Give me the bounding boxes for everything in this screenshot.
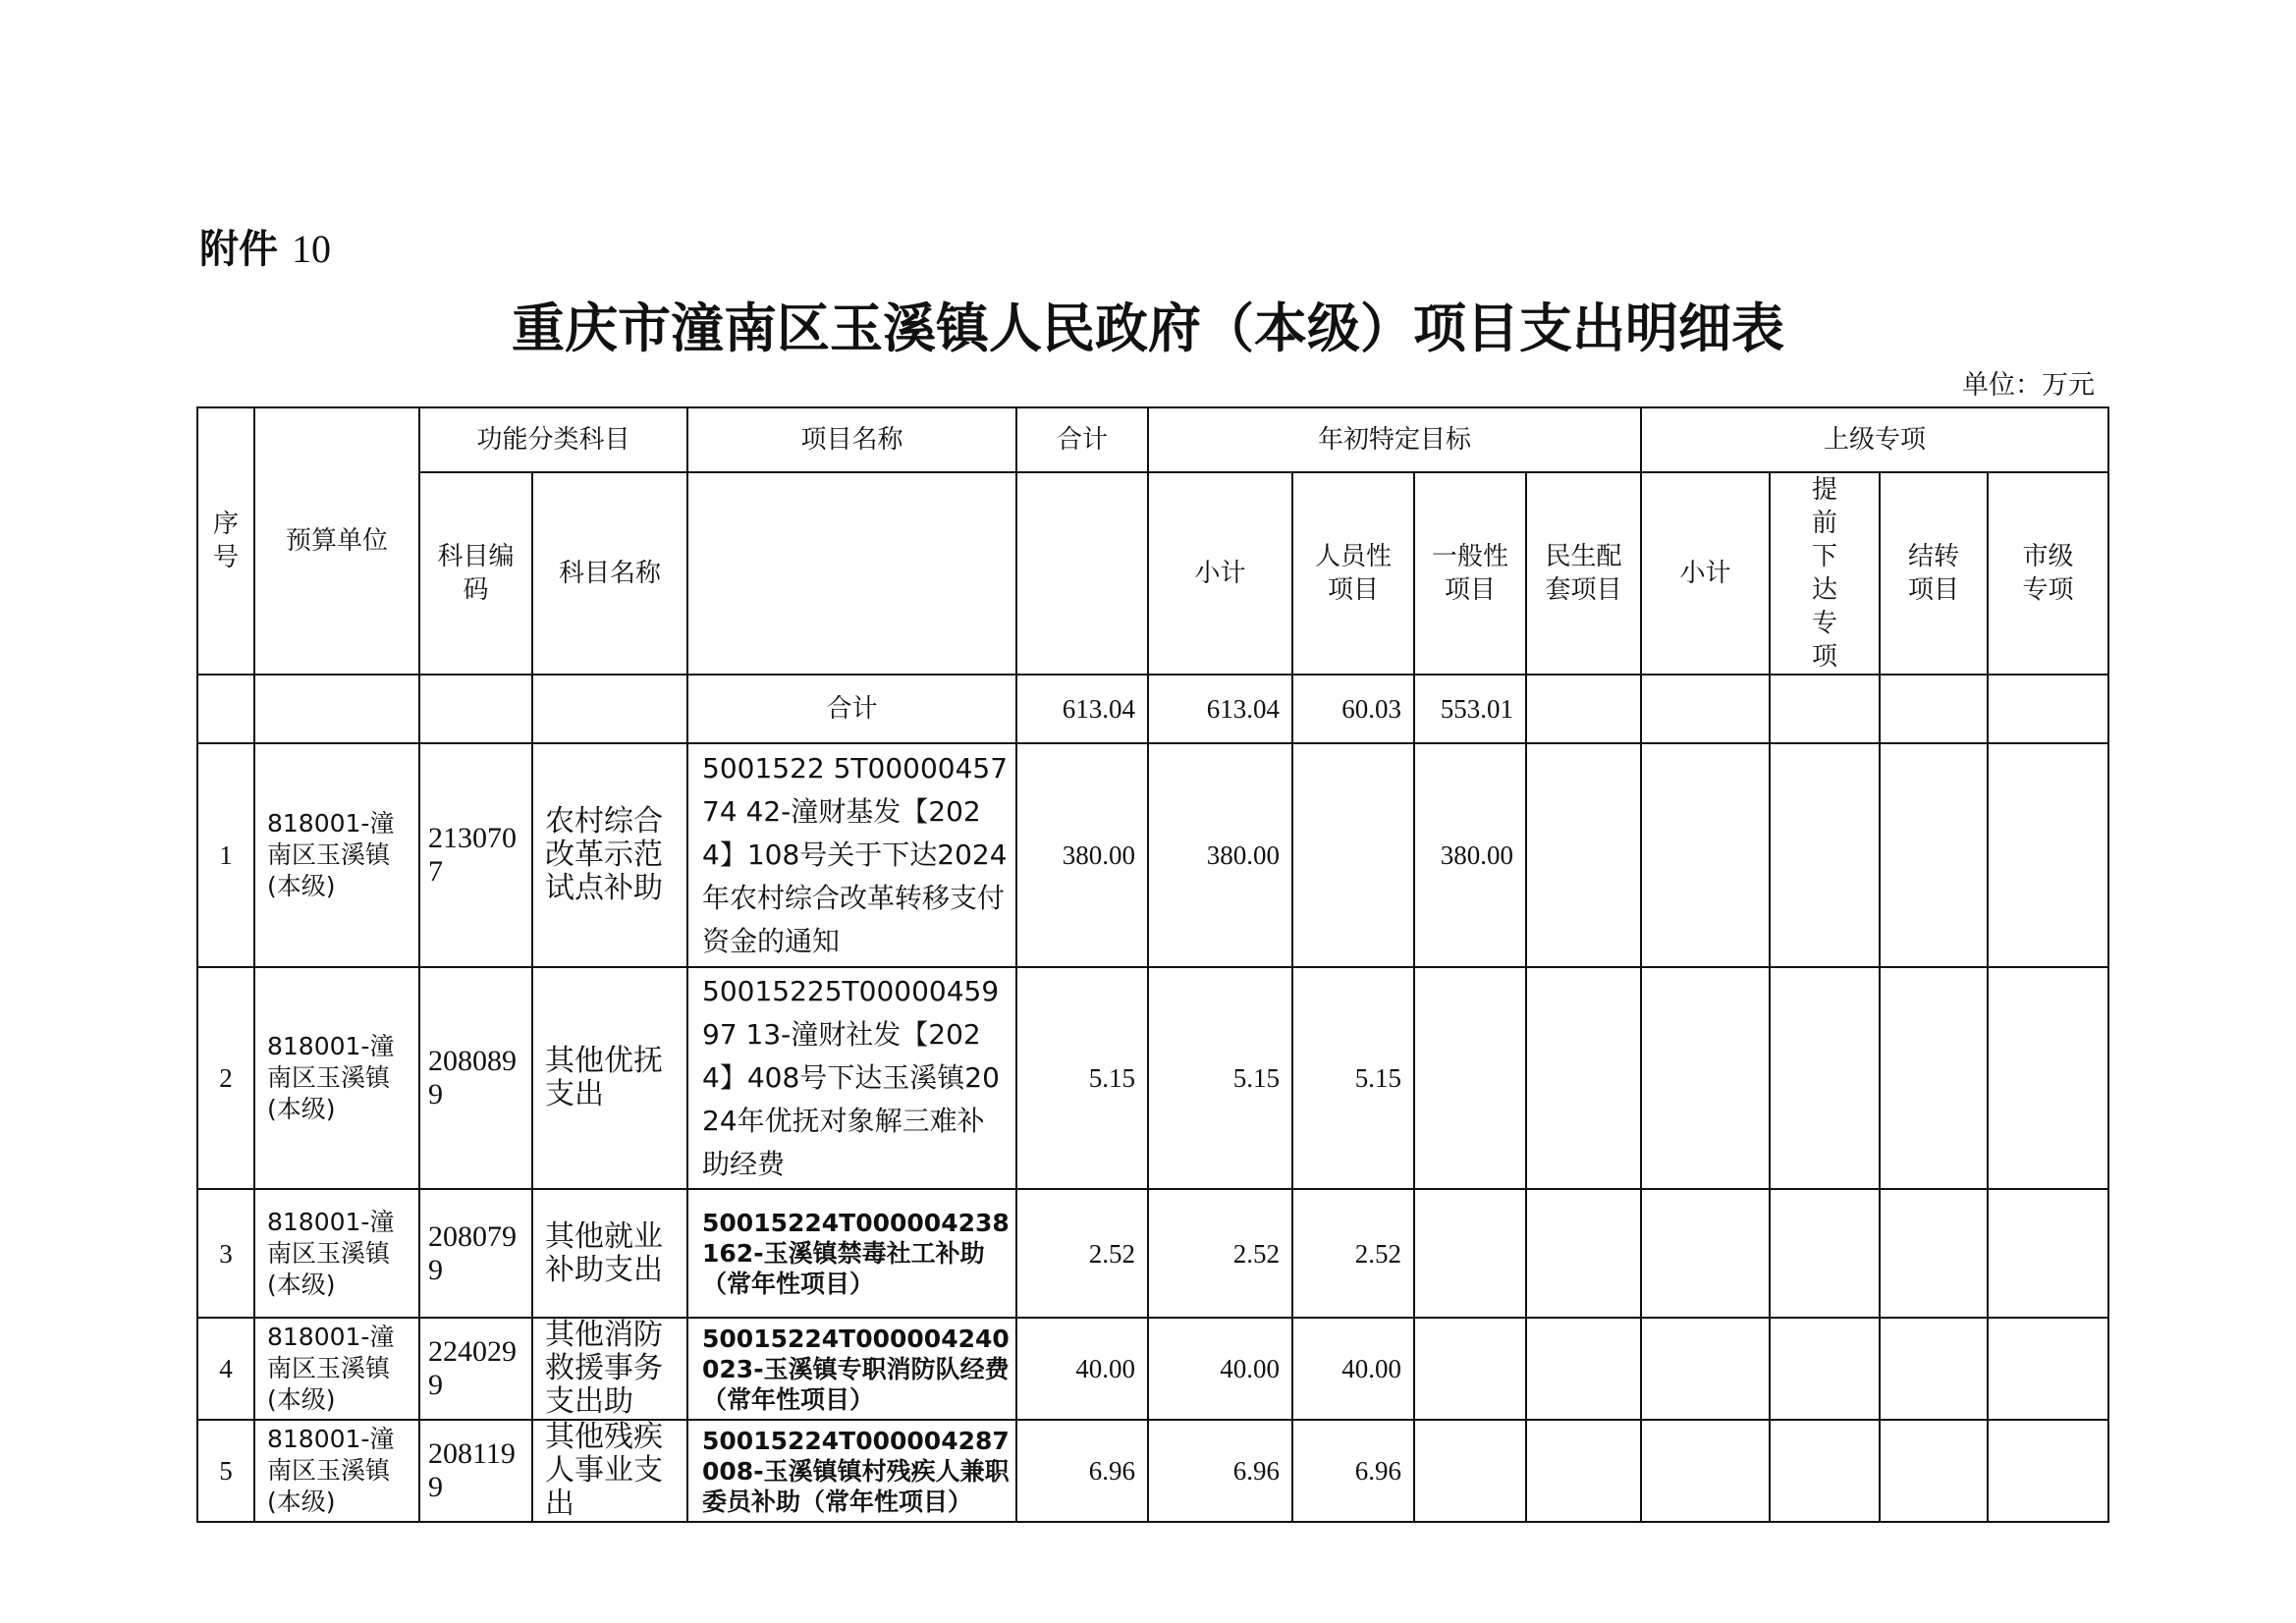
row-personnel: 40.00 (1292, 1318, 1414, 1420)
header-upper-subtotal: 小计 (1641, 472, 1770, 675)
unit-note: 单位：万元 (1962, 370, 2095, 401)
row-project: 50015224T000004240023-玉溪镇专职消防队经费（常年性项目） (687, 1318, 1016, 1420)
attachment-label (199, 218, 331, 274)
row-total: 2.52 (1016, 1189, 1148, 1318)
row-upper-subtotal (1641, 1318, 1770, 1420)
table-row (197, 1189, 2108, 1318)
row-subject: 其他就业补助支出 (532, 1189, 687, 1318)
summary-upper-subtotal (1641, 675, 1770, 743)
row-livelihood (1526, 1189, 1641, 1318)
row-general: 380.00 (1414, 743, 1526, 967)
header-livelihood: 民生配套项目 (1526, 472, 1641, 675)
row-subject: 其他残疾人事业支出 (532, 1420, 687, 1522)
row-total: 6.96 (1016, 1420, 1148, 1522)
header-project-name: 项目名称 (687, 407, 1016, 472)
row-personnel: 5.15 (1292, 967, 1414, 1189)
row-advance (1770, 1420, 1880, 1522)
table-row (197, 1420, 2108, 1522)
row-seq: 4 (197, 1318, 254, 1420)
attachment-number: 10 (291, 227, 331, 271)
row-municipal (1988, 967, 2108, 1189)
summary-carryover (1880, 675, 1988, 743)
row-municipal (1988, 1318, 2108, 1420)
row-livelihood (1526, 743, 1641, 967)
row-livelihood (1526, 967, 1641, 1189)
summary-municipal (1988, 675, 2108, 743)
row-total: 40.00 (1016, 1318, 1148, 1420)
row-personnel: 6.96 (1292, 1420, 1414, 1522)
row-code: 2080799 (419, 1189, 532, 1318)
header-seq: 序号 (197, 407, 254, 675)
header-subject: 科目名称 (532, 472, 687, 675)
header-upper-group: 上级专项 (1641, 407, 2108, 472)
project-expense-table (196, 406, 2109, 1523)
row-general (1414, 967, 1526, 1189)
page-title: 重庆市潼南区玉溪镇人民政府（本级）项目支出明细表 (512, 298, 1784, 359)
row-carryover (1880, 967, 1988, 1189)
header-advance: 提前下达专项 (1770, 472, 1880, 675)
row-general (1414, 1318, 1526, 1420)
header-personnel: 人员性项目 (1292, 472, 1414, 675)
table-row (197, 967, 2108, 1189)
row-project: 5001522 5T0000045774 42-潼财基发【2024】108号关于下达2024年农村综合改革转移支付资金的通知 (687, 743, 1016, 967)
row-annual-subtotal: 40.00 (1148, 1318, 1292, 1420)
row-general (1414, 1420, 1526, 1522)
row-personnel: 2.52 (1292, 1189, 1414, 1318)
row-unit: 818001-潼南区玉溪镇(本级) (254, 967, 419, 1189)
row-municipal (1988, 1189, 2108, 1318)
row-subject: 其他消防救援事务支出助 (532, 1318, 687, 1420)
table-row (197, 743, 2108, 967)
row-annual-subtotal: 6.96 (1148, 1420, 1292, 1522)
header-general: 一般性项目 (1414, 472, 1526, 675)
row-upper-subtotal (1641, 1189, 1770, 1318)
header-unit: 预算单位 (254, 407, 419, 675)
row-project: 50015224T000004287008-玉溪镇镇村残疾人兼职委员补助（常年性项目） (687, 1420, 1016, 1522)
header-annual-subtotal: 小计 (1148, 472, 1292, 675)
row-subject: 其他优抚支出 (532, 967, 687, 1189)
row-livelihood (1526, 1420, 1641, 1522)
header-total: 合计 (1016, 407, 1148, 472)
summary-personnel: 60.03 (1292, 675, 1414, 743)
header-func-group: 功能分类科目 (419, 407, 687, 472)
summary-seq (197, 675, 254, 743)
summary-general: 553.01 (1414, 675, 1526, 743)
row-advance (1770, 743, 1880, 967)
row-upper-subtotal (1641, 1420, 1770, 1522)
summary-label: 合计 (687, 675, 1016, 743)
summary-row (197, 675, 2108, 743)
row-carryover (1880, 1420, 1988, 1522)
row-advance (1770, 967, 1880, 1189)
header-row-2 (197, 472, 2108, 675)
summary-code (419, 675, 532, 743)
row-seq: 5 (197, 1420, 254, 1522)
summary-total: 613.04 (1016, 675, 1148, 743)
row-total: 380.00 (1016, 743, 1148, 967)
header-project-empty (687, 472, 1016, 675)
row-advance (1770, 1189, 1880, 1318)
row-total: 5.15 (1016, 967, 1148, 1189)
row-municipal (1988, 743, 2108, 967)
row-code: 2080899 (419, 967, 532, 1189)
row-unit: 818001-潼南区玉溪镇(本级) (254, 1189, 419, 1318)
summary-advance (1770, 675, 1880, 743)
row-upper-subtotal (1641, 743, 1770, 967)
row-code: 2081199 (419, 1420, 532, 1522)
row-code: 2130707 (419, 743, 532, 967)
row-annual-subtotal: 2.52 (1148, 1189, 1292, 1318)
row-municipal (1988, 1420, 2108, 1522)
row-advance (1770, 1318, 1880, 1420)
row-code: 2240299 (419, 1318, 532, 1420)
row-unit: 818001-潼南区玉溪镇(本级) (254, 1318, 419, 1420)
row-seq: 1 (197, 743, 254, 967)
row-livelihood (1526, 1318, 1641, 1420)
attachment-prefix: 附件 (199, 227, 278, 272)
row-annual-subtotal: 5.15 (1148, 967, 1292, 1189)
row-subject: 农村综合改革示范试点补助 (532, 743, 687, 967)
row-project: 50015225T0000045997 13-潼财社发【2024】408号下达玉溪镇2024年优抚对象解三难补助经费 (687, 967, 1016, 1189)
header-total-empty (1016, 472, 1148, 675)
summary-subject (532, 675, 687, 743)
summary-unit (254, 675, 419, 743)
table-row (197, 1318, 2108, 1420)
header-annual-group: 年初特定目标 (1148, 407, 1641, 472)
row-carryover (1880, 1318, 1988, 1420)
header-code: 科目编码 (419, 472, 532, 675)
row-seq: 2 (197, 967, 254, 1189)
summary-annual-subtotal: 613.04 (1148, 675, 1292, 743)
row-project: 50015224T000004238162-玉溪镇禁毒社工补助（常年性项目） (687, 1189, 1016, 1318)
header-row-1 (197, 407, 2108, 472)
row-carryover (1880, 1189, 1988, 1318)
row-personnel (1292, 743, 1414, 967)
row-seq: 3 (197, 1189, 254, 1318)
row-annual-subtotal: 380.00 (1148, 743, 1292, 967)
summary-livelihood (1526, 675, 1641, 743)
row-upper-subtotal (1641, 967, 1770, 1189)
row-unit: 818001-潼南区玉溪镇(本级) (254, 1420, 419, 1522)
header-carryover: 结转项目 (1880, 472, 1988, 675)
header-municipal: 市级专项 (1988, 472, 2108, 675)
row-carryover (1880, 743, 1988, 967)
row-general (1414, 1189, 1526, 1318)
row-unit: 818001-潼南区玉溪镇(本级) (254, 743, 419, 967)
